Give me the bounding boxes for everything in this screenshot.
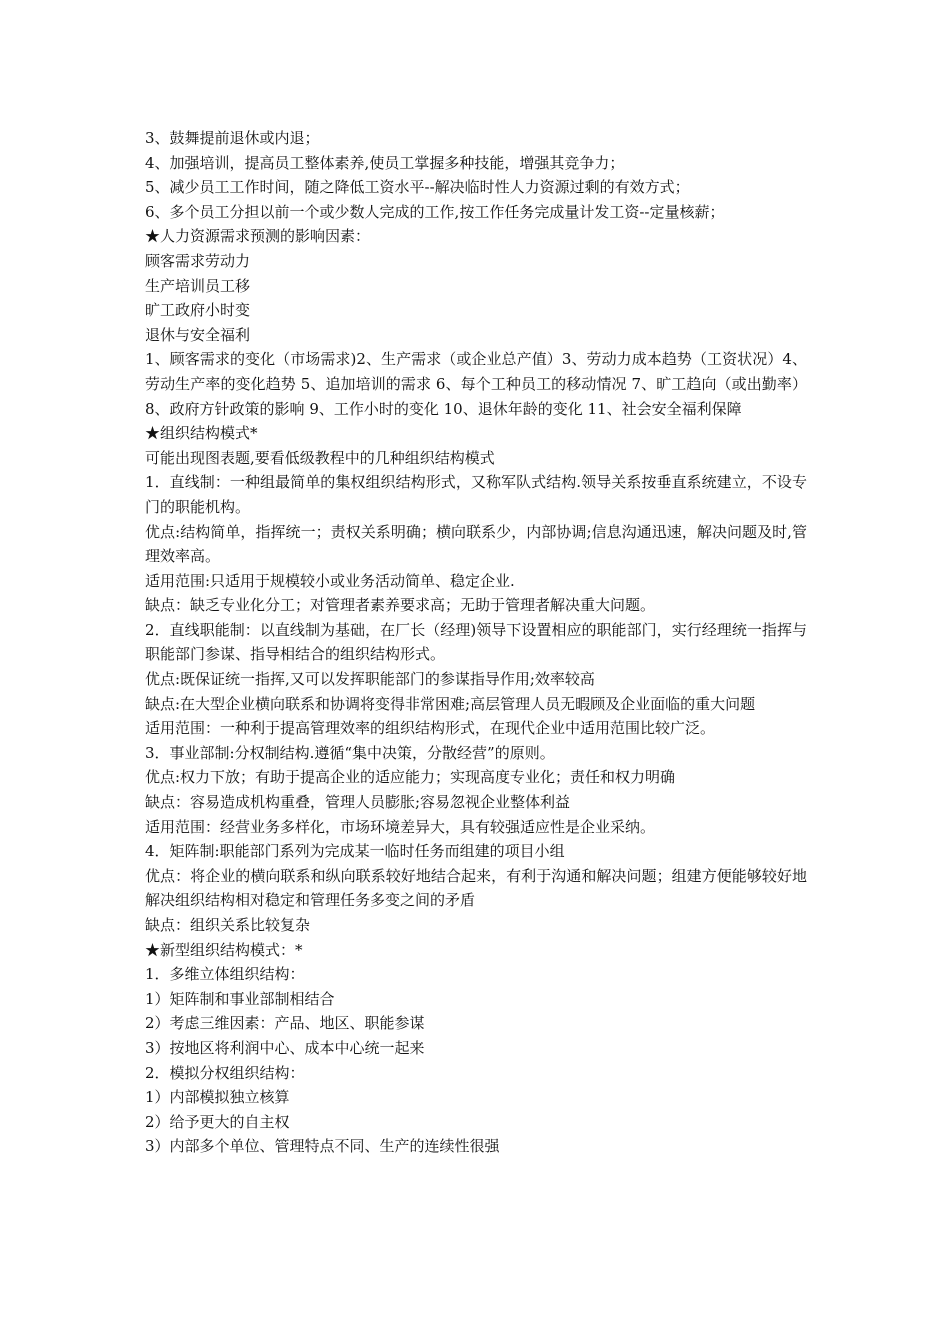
paragraph: 退休与安全福利 (145, 325, 251, 344)
paragraph: 4．矩阵制:职能部门系列为完成某一临时任务而组建的项目小组 (145, 842, 565, 861)
paragraph: 4、加强培训，提高员工整体素养,使员工掌握多种技能，增强其竞争力； (145, 153, 625, 172)
section-heading: ★组织结构模式* (145, 424, 258, 443)
paragraph: 生产培训员工移 (145, 276, 251, 295)
paragraph: 1）矩阵制和事业部制相结合 (145, 989, 335, 1008)
paragraph: 缺点：容易造成机构重叠，管理人员膨胀;容易忽视企业整体利益 (145, 793, 571, 812)
paragraph: 2．直线职能制：以直线制为基础，在厂长（经理)领导下设置相应的职能部门，实行经理统一指挥与职能部门参谋、指导相结合的组织结构形式。 (145, 620, 807, 664)
paragraph: 2．模拟分权组织结构： (145, 1063, 305, 1082)
section-heading: ★人力资源需求预测的影响因素： (145, 227, 371, 246)
paragraph: 适用范围：经营业务多样化，市场环境差异大，具有较强适应性是企业采纳。 (145, 817, 656, 836)
document-page (145, 126, 807, 1159)
paragraph: 优点:结构简单，指挥统一；责权关系明确；横向联系少，内部协调;信息沟通迅速，解决问题及时,管理效率高。 (145, 522, 807, 566)
section-heading: ★新型组织结构模式：* (145, 940, 303, 959)
paragraph: 1．多维立体组织结构： (145, 965, 305, 984)
paragraph: 缺点:在大型企业横向联系和协调将变得非常困难;高层管理人员无暇顾及企业面临的重大问题 (145, 694, 756, 713)
paragraph: 适用范围：一种利于提高管理效率的组织结构形式，在现代企业中适用范围比较广泛。 (145, 719, 716, 738)
paragraph: 顾客需求劳动力 (145, 251, 251, 270)
paragraph: 3）按地区将利润中心、成本中心统一起来 (145, 1038, 425, 1057)
paragraph: 6、多个员工分担以前一个或少数人完成的工作,按工作任务完成量计发工资--定量核薪； (145, 202, 725, 221)
paragraph: 1．直线制：一种组最简单的集权组织结构形式，又称军队式结构.领导关系按垂直系统建立，不设专门的职能机构。 (145, 473, 807, 516)
paragraph: 旷工政府小时变 (145, 301, 251, 320)
paragraph: 可能出现图表题,要看低级教程中的几种组织结构模式 (145, 448, 495, 467)
paragraph: 2）考虑三维因素：产品、地区、职能参谋 (145, 1014, 425, 1033)
paragraph: 3）内部多个单位、管理特点不同、生产的连续性很强 (145, 1137, 500, 1156)
paragraph: 1）内部模拟独立核算 (145, 1088, 290, 1107)
paragraph: 缺点：缺乏专业化分工；对管理者素养要求高；无助于管理者解决重大问题。 (145, 596, 656, 615)
paragraph: 缺点：组织关系比较复杂 (145, 916, 311, 934)
paragraph: 3．事业部制:分权制结构.遵循“集中决策，分散经营”的原则。 (145, 743, 555, 762)
paragraph: 1、顾客需求的变化（市场需求)2、生产需求（或企业总产值）3、劳动力成本趋势（工资状况）4、劳动生产率的变化趋势 5、追加培训的需求 6、每个工种员工的移动情况 7、旷工趋向（或出勤率）8、政府方针政策的影响 9、工作小时的变化 10、退休年龄的变化 11、社会安全福利保障 (145, 350, 807, 418)
paragraph: 优点:权力下放；有助于提高企业的适应能力；实现高度专业化；责任和权力明确 (145, 768, 676, 787)
paragraph: 适用范围:只适用于规模较小或业务活动简单、稳定企业. (145, 571, 515, 590)
paragraph: 5、减少员工工作时间，随之降低工资水平--解决临时性人力资源过剩的有效方式； (145, 178, 690, 197)
paragraph: 3、鼓舞提前退休或内退； (145, 129, 320, 147)
paragraph: 优点：将企业的横向联系和纵向联系较好地结合起来，有利于沟通和解决问题；组建方便能够较好地解决组织结构相对稳定和管理任务多变之间的矛盾 (145, 866, 807, 910)
paragraph: 优点:既保证统一指挥,又可以发挥职能部门的参谋指导作用;效率较高 (145, 670, 595, 689)
paragraph: 2）给予更大的自主权 (145, 1112, 290, 1131)
